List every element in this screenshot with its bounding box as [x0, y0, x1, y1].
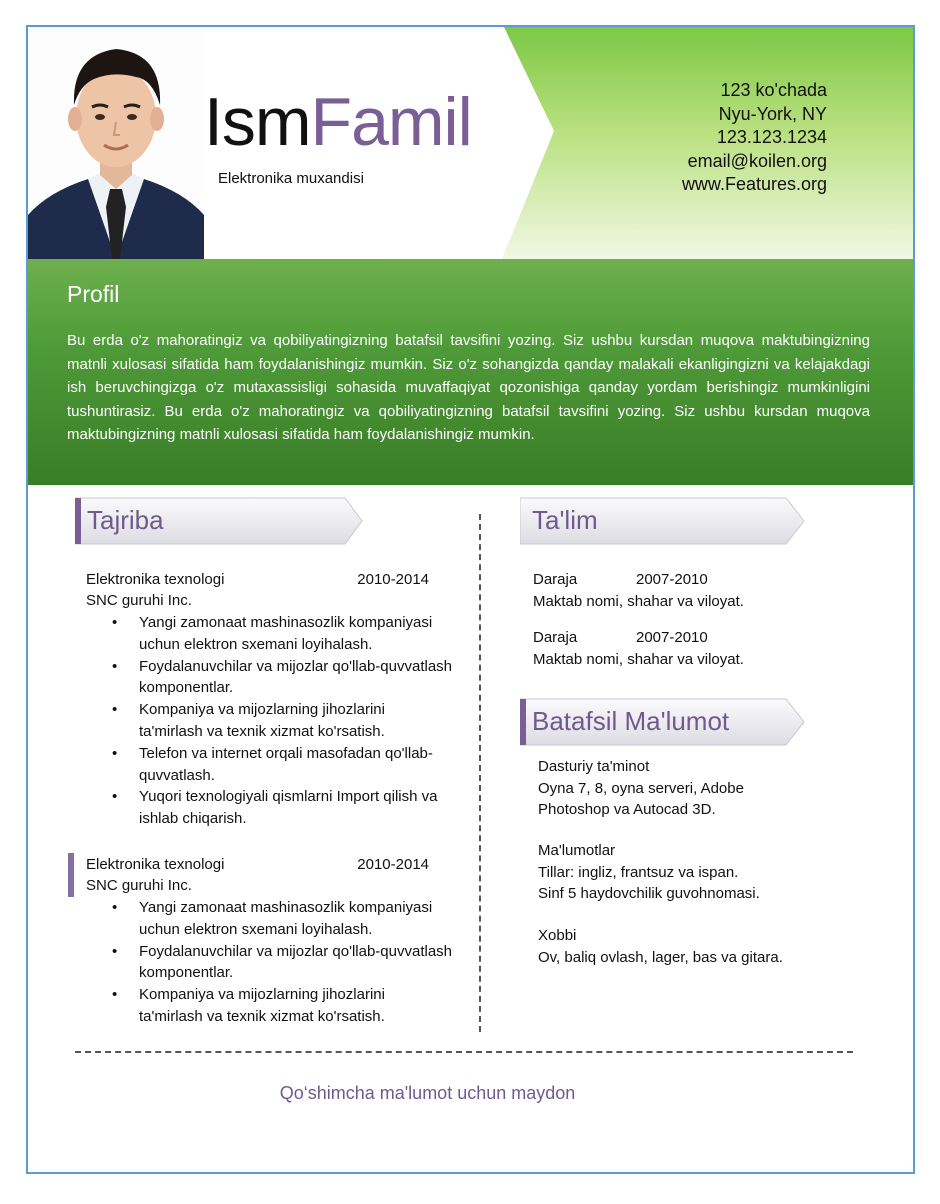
details-line: Photoshop va Autocad 3D. — [538, 801, 716, 818]
footer-text: Qo‘shimcha ma'lumot uchun maydon — [279, 1083, 576, 1103]
resume-page — [26, 25, 915, 1174]
job-bullet: • Yangi zamonaat mashinasozlik kompaniyasi uchun elektron sxemani loyihalash. — [112, 612, 452, 656]
education-degree: Daraja — [533, 571, 578, 588]
details-label: Xobbi — [538, 927, 577, 944]
job-bullet: • Yangi zamonaat mashinasozlik kompaniyasi uchun elektron sxemani loyihalash. — [112, 897, 452, 941]
details-group — [538, 756, 744, 821]
details-group — [538, 840, 760, 905]
profile-title: Profil — [67, 281, 120, 307]
details-line: Sinf 5 haydovchilik guvohnomasi. — [538, 885, 760, 902]
job-title: Elektronika muxandisi — [218, 170, 364, 187]
contact-phone[interactable]: 123.123.1234 — [716, 127, 827, 147]
education-entry — [533, 627, 744, 671]
candidate-name — [204, 82, 472, 162]
details-label: Ma'lumotlar — [538, 842, 616, 859]
job-years: 2010-2014 — [357, 856, 429, 873]
education-years: 2007-2010 — [636, 571, 708, 588]
job-bullet: • Kompaniya va mijozlarning jihozlarini ta'mirlash va texnik xizmat ko'rsatish. — [112, 984, 452, 1028]
job-entry — [86, 854, 466, 1028]
education-entry — [533, 569, 744, 613]
education-school: Maktab nomi, shahar va viloyat. — [533, 651, 744, 668]
education-school: Maktab nomi, shahar va viloyat. — [533, 593, 744, 610]
contact-email[interactable]: email@koilen.org — [687, 150, 827, 171]
footer-divider — [75, 1051, 853, 1053]
job-bullet: • Foydalanuvchilar va mijozlar qo'llab-quvvatlash komponentlar. — [112, 656, 452, 700]
job-bullet: • Telefon va internet orqali masofadan qo'llab-quvvatlash. — [112, 743, 452, 787]
education-degree: Daraja — [533, 629, 578, 646]
details-heading — [520, 698, 810, 746]
job-bullets — [112, 612, 466, 830]
contact-block — [682, 79, 827, 197]
contact-address: 123 ko'chada — [720, 80, 827, 100]
job-position: Elektronika texnologi — [86, 856, 225, 873]
job-company: SNC guruhi Inc. — [86, 592, 192, 609]
last-name: Famil — [310, 84, 472, 160]
column-divider — [479, 514, 481, 1032]
job-entry — [86, 569, 466, 830]
details-group — [538, 925, 783, 968]
first-name: Ism — [204, 84, 311, 160]
details-line: Ov, baliq ovlash, lager, bas va gitara. — [538, 948, 783, 966]
education-heading — [520, 497, 810, 545]
profile-text: Bu erda o'z mahoratingiz va qobiliyatingizning batafsil tavsifini yozing. Siz ushbu kursdan muqova maktubingizning matnli xulosasi sifatida ham foydalanishingiz mumkin. Siz o'z sohangizda qanday malakali ekanligingizni va kelajakdagi ish beruvchingizga o'z mutaxassisligi sohasida muvaffaqiyat qozonishiga qanday yordam berishingiz mumkinligini tushuntirasiz. Bu erda o'z mahoratingiz va qobiliyatingizning batafsil tavsifini yozing. Siz ushbu kursdan muqova maktubingizning matnli xulosasi sifatida ham foydalanishingiz mumkin. — [67, 332, 870, 443]
education-years: 2007-2010 — [636, 629, 708, 646]
profile-section — [28, 259, 915, 485]
contact-city: Nyu-York, NY — [718, 103, 827, 124]
contact-website[interactable]: www.Features.org — [681, 174, 827, 194]
details-line: Tillar: ingliz, frantsuz va ispan. — [538, 863, 739, 881]
details-title: Batafsil Ma'lumot — [532, 706, 730, 736]
details-line: Oyna 7, 8, oyna serveri, Adobe — [538, 779, 744, 797]
job-accent-bar — [68, 853, 74, 897]
details-label: Dasturiy ta'minot — [538, 758, 650, 775]
job-bullet: • Foydalanuvchilar va mijozlar qo'llab-quvvatlash komponentlar. — [112, 941, 452, 985]
experience-heading — [75, 497, 365, 545]
experience-title: Tajriba — [87, 505, 164, 535]
job-years: 2010-2014 — [357, 571, 429, 588]
job-position: Elektronika texnologi — [86, 571, 225, 588]
job-bullet: • Yuqori texnologiyali qismlarni Import qilish va ishlab chiqarish. — [112, 786, 452, 830]
job-company: SNC guruhi Inc. — [86, 877, 192, 894]
job-bullets — [112, 897, 466, 1028]
job-bullet: • Kompaniya va mijozlarning jihozlarini ta'mirlash va texnik xizmat ko'rsatish. — [112, 699, 452, 743]
profile-photo — [28, 27, 204, 259]
education-title: Ta'lim — [532, 505, 598, 535]
